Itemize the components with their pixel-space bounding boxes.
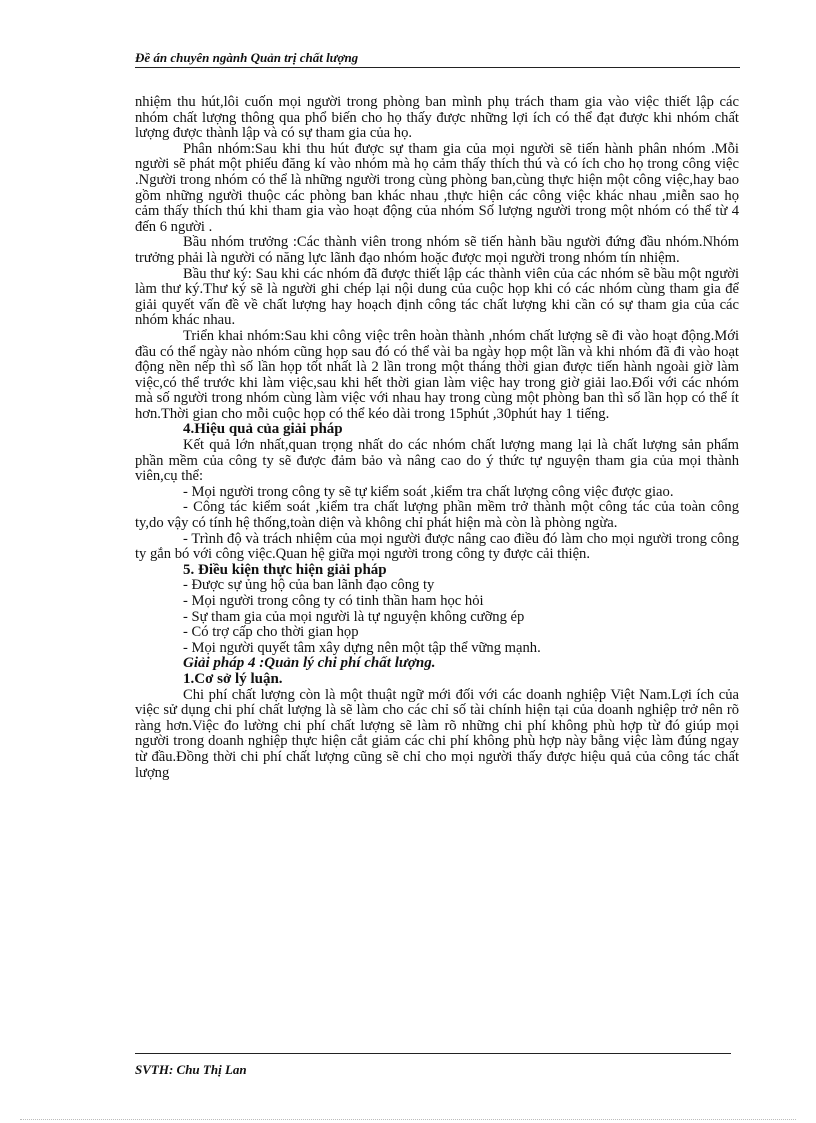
page-footer bbox=[135, 1053, 731, 1078]
solution-4-body: Chi phí chất lượng còn là một thuật ngữ mới đối với các doanh nghiệp Việt Nam.Lợi ích của việc sử dụng chi phí chất lượng là sẽ làm cho các chỉ số tài chính hiện tại của doanh nghiệp trở nên rõ ràng hơn.Việc đo lường chi phí chất lượng sẽ làm rõ những chi phí không phù hợp từ đó giúp mọi người trong doanh nghiệp thực hiện cắt giảm các chi phí không phù hợp này bằng việc làm đúng ngay từ đầu.Đồng thời chi phí chất lượng cũng sẽ chỉ cho mọi người thấy được hiệu quả của công tác chất lượng bbox=[135, 686, 739, 781]
paragraph-leader-election: Bầu nhóm trưởng :Các thành viên trong nhóm sẽ tiến hành bầu người đứng đầu nhóm.Nhóm trưởng phải là người có năng lực lãnh đạo nhóm hoặc được mọi người trong nhóm tín nhiệm. bbox=[135, 234, 739, 266]
section-4-bullet: - Công tác kiểm soát ,kiểm tra chất lượng phần mềm trở thành một công tác của toàn công ty,do vậy có tính hệ thống,toàn diện và không chỉ phát hiện mà còn là phòng ngừa. bbox=[135, 499, 739, 532]
paragraph-continuation: nhiệm thu hút,lôi cuốn mọi người trong phòng ban mình phụ trách tham gia vào việc thiết lập các nhóm chất lượng thông qua phổ biến cho họ thấy được những lợi ích có thể đạt được khi nhóm chất lượng được thành lập và có sự tham gia của họ. bbox=[135, 94, 739, 142]
section-5-bullet: - Sự tham gia của mọi người là tự nguyện không cưỡng ép bbox=[183, 608, 525, 625]
section-4-intro: Kết quả lớn nhất,quan trọng nhất do các nhóm chất lượng mang lại là chất lượng sản phẩm phần mềm của công ty sẽ được đảm bảo và nâng cao do ý thức tự nguyện tham gia của mọi thành viên,cụ thể: bbox=[135, 437, 739, 485]
paragraph-grouping: Phân nhóm:Sau khi thu hút được sự tham gia của mọi người sẽ tiến hành phân nhóm .Mỗi người sẽ phát một phiếu đăng kí vào nhóm mà họ cảm thấy thích thú và có ích cho họ trong công việc .Người trong nhóm có thể là những người trong cùng phòng ban,cùng thực hiện một công việc,hay bao gồm những người thuộc các phòng ban khác nhau ,thực hiện các công việc khác nhau ,miễn sao họ cảm thấy thích thú khi tham gia vào hoạt động của nhóm Số lượng người trong một nhóm có thể từ 4 đến 6 người . bbox=[135, 140, 739, 235]
section-5-heading: 5. Điều kiện thực hiện giải pháp bbox=[183, 561, 387, 578]
section-4-bullet: - Trình độ và trách nhiệm của mọi người được nâng cao điều đó làm cho mọi người trong công ty gắn bó với công việc.Quan hệ giữa mọi người trong công ty được cải thiện. bbox=[135, 530, 739, 563]
section-4-heading: 4.Hiệu quả của giải pháp bbox=[183, 421, 343, 438]
page-bottom-divider bbox=[20, 1119, 796, 1120]
paragraph-secretary-election: Bầu thư ký: Sau khi các nhóm đã được thiết lập các thành viên của các nhóm sẽ bầu một người làm thư ký.Thư ký sẽ là người ghi chép lại nội dung của cuộc họp khi có các nhóm cùng tham gia để giải quyết vấn đề về chất lượng hay hoạch định công tác chất lượng khi cần có sự tham gia của các nhóm khác nhau. bbox=[135, 265, 739, 329]
section-5-bullet: - Mọi người quyết tâm xây dựng nên một tập thể vững mạnh. bbox=[183, 639, 541, 656]
solution-4-subheading: 1.Cơ sở lý luận. bbox=[183, 670, 283, 687]
solution-4-heading: Giải pháp 4 :Quản lý chi phí chất lượng. bbox=[183, 655, 436, 672]
paragraph-deployment: Triển khai nhóm:Sau khi công việc trên hoàn thành ,nhóm chất lượng sẽ đi vào hoạt động.Mới đầu có thể ngày nào nhóm cũng họp sau đó có thể vài ba ngày họp một lần và khi nhóm đã đi vào hoạt động nền nếp thì số lần họp tốt nhất là 2 lần trong một tháng thời gian được tiến hành ngoài giờ làm việc,có thể trước khi làm việc,sau khi hết thời gian làm việc hay trong giờ giải lao.Đối với các nhóm mà số người trong nhóm cùng làm việc với nhau hay trong cùng một phòng ban thì số lần họp có thể ít hơn.Thời gian cho mỗi cuộc họp có thể kéo dài trong 15phút ,30phút hay 1 tiếng. bbox=[135, 327, 739, 422]
section-4-bullet: - Mọi người trong công ty sẽ tự kiểm soát ,kiểm tra chất lượng công việc được giao. bbox=[183, 483, 674, 500]
document-body bbox=[135, 95, 739, 781]
page-header bbox=[135, 50, 740, 68]
section-5-bullet: - Có trợ cấp cho thời gian họp bbox=[183, 624, 359, 641]
page-footer-text: SVTH: Chu Thị Lan bbox=[135, 1062, 247, 1077]
section-5-bullet: - Được sự ủng hộ của ban lãnh đạo công ty bbox=[183, 577, 435, 594]
section-5-bullet: - Mọi người trong công ty có tinh thần ham học hỏi bbox=[183, 593, 484, 609]
page-header-text: Đề án chuyên ngành Quản trị chất lượng bbox=[135, 50, 359, 65]
